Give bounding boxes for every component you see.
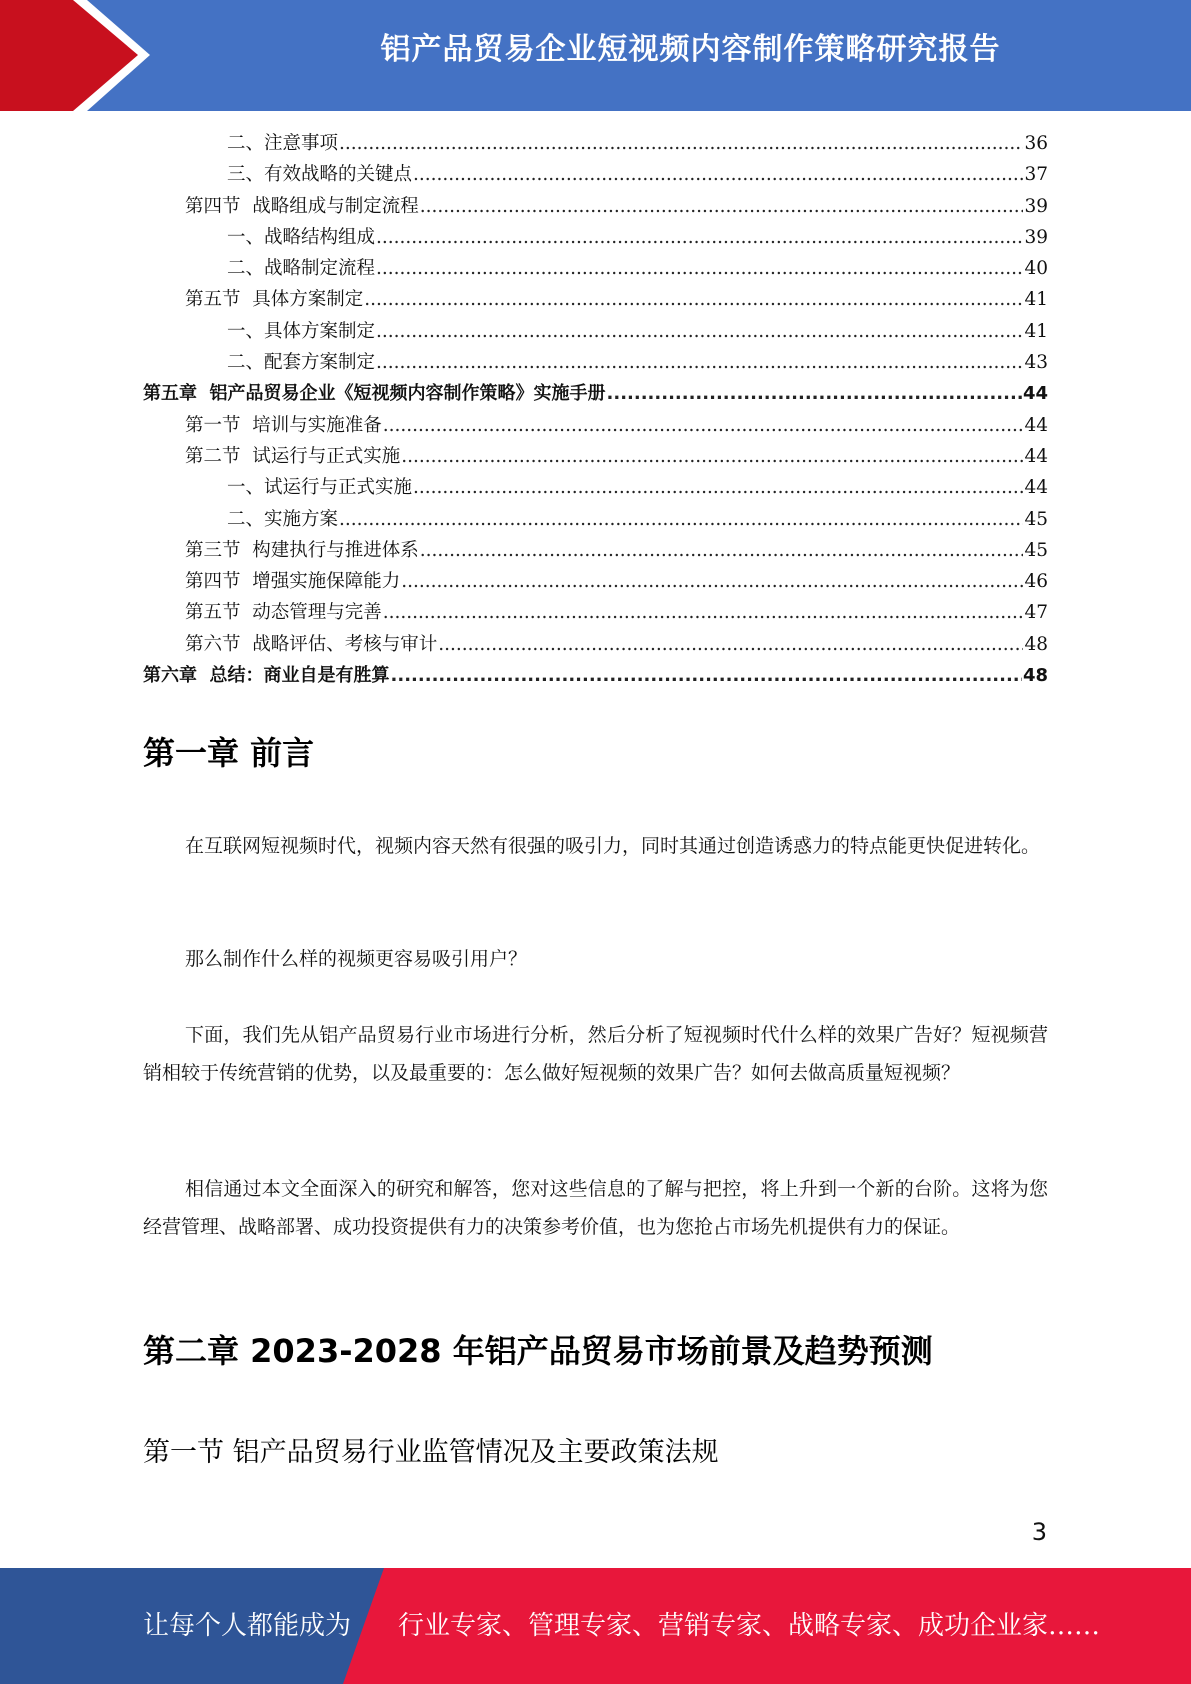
toc-entry-page: 44 bbox=[1022, 383, 1048, 405]
toc-entry-page: 48 bbox=[1022, 665, 1048, 687]
toc-dot-leader bbox=[420, 191, 1024, 222]
toc-entry-page: 39 bbox=[1024, 226, 1048, 248]
chapter-2-heading: 第二章 2023-2028 年铝产品贸易市场前景及趋势预测 bbox=[143, 1332, 933, 1370]
header-chevron-icon bbox=[0, 0, 138, 111]
toc-entry-page: 46 bbox=[1024, 571, 1048, 593]
toc-entry-title: 三、有效战略的关键点 bbox=[227, 164, 413, 186]
toc-dot-leader bbox=[391, 660, 1022, 691]
toc-entry[interactable] bbox=[143, 347, 1048, 378]
toc-entry-page: 47 bbox=[1024, 602, 1048, 624]
toc-dot-leader bbox=[401, 441, 1023, 472]
toc-entry[interactable] bbox=[143, 191, 1048, 222]
toc-entry-title: 一、具体方案制定 bbox=[227, 320, 376, 342]
table-of-contents bbox=[143, 128, 1048, 691]
toc-dot-leader bbox=[607, 378, 1022, 409]
page-header bbox=[0, 0, 1191, 111]
chapter-1-paragraph-4: 相信通过本文全面深入的研究和解答，您对这些信息的了解与把控，将上升到一个新的台阶。这将为您经营管理、战略部署、成功投资提供有力的决策参考价值，也为您抢占市场先机提供有力的保证。 bbox=[143, 1178, 1048, 1238]
toc-entry-title: 第四节 战略组成与制定流程 bbox=[185, 195, 419, 217]
toc-entry-page: 36 bbox=[1024, 133, 1048, 154]
toc-entry[interactable] bbox=[143, 504, 1048, 535]
toc-entry[interactable] bbox=[143, 472, 1048, 503]
toc-entry[interactable] bbox=[143, 128, 1048, 159]
toc-entry-title: 第五节 动态管理与完善 bbox=[185, 602, 382, 624]
toc-entry-title: 第六节 战略评估、考核与审计 bbox=[185, 633, 438, 655]
toc-dot-leader bbox=[339, 128, 1023, 159]
toc-entry-page: 48 bbox=[1024, 633, 1048, 655]
toc-entry-title: 第三节 构建执行与推进体系 bbox=[185, 539, 419, 561]
toc-dot-leader bbox=[413, 472, 1023, 503]
toc-entry-title: 二、配套方案制定 bbox=[227, 352, 376, 374]
toc-dot-leader bbox=[413, 159, 1023, 190]
toc-dot-leader bbox=[376, 347, 1023, 378]
toc-dot-leader bbox=[339, 504, 1023, 535]
toc-entry-title: 第五章 铝产品贸易企业《短视频内容制作策略》实施手册 bbox=[143, 383, 606, 405]
toc-entry-title: 一、战略结构组成 bbox=[227, 226, 376, 248]
toc-entry-title: 一、试运行与正式实施 bbox=[227, 477, 413, 499]
toc-entry-page: 45 bbox=[1024, 539, 1048, 561]
toc-entry-page: 45 bbox=[1024, 508, 1048, 530]
toc-entry[interactable] bbox=[143, 566, 1048, 597]
toc-entry-title: 二、战略制定流程 bbox=[227, 258, 376, 280]
footer-slogan-left: 让每个人都能成为 bbox=[143, 1611, 352, 1641]
toc-entry[interactable] bbox=[143, 284, 1048, 315]
footer-slogan-right: 行业专家、管理专家、营销专家、战略专家、成功企业家…… bbox=[398, 1611, 1101, 1641]
toc-entry-page: 44 bbox=[1024, 477, 1048, 499]
toc-dot-leader bbox=[420, 535, 1024, 566]
toc-entry[interactable] bbox=[143, 597, 1048, 628]
toc-dot-leader bbox=[376, 316, 1023, 347]
toc-entry[interactable] bbox=[143, 159, 1048, 190]
toc-entry-title: 第四节 增强实施保障能力 bbox=[185, 571, 401, 593]
toc-entry-page: 44 bbox=[1024, 414, 1048, 436]
toc-entry[interactable] bbox=[143, 222, 1048, 253]
toc-entry-title: 二、实施方案 bbox=[227, 508, 339, 530]
chapter-1-paragraph-2: 那么制作什么样的视频更容易吸引用户？ bbox=[185, 948, 528, 970]
toc-entry[interactable] bbox=[143, 378, 1048, 409]
chapter-1-paragraph-1: 在互联网短视频时代，视频内容天然有很强的吸引力，同时其通过创造诱惑力的特点能更快促进转化。 bbox=[185, 835, 1041, 857]
toc-entry-page: 44 bbox=[1024, 445, 1048, 467]
toc-entry[interactable] bbox=[143, 410, 1048, 441]
toc-dot-leader bbox=[383, 410, 1024, 441]
toc-entry-title: 二、注意事项 bbox=[227, 133, 339, 154]
toc-entry[interactable] bbox=[143, 629, 1048, 660]
toc-entry-page: 41 bbox=[1024, 320, 1048, 342]
report-title: 铝产品贸易企业短视频内容制作策略研究报告 bbox=[380, 32, 1001, 67]
toc-entry-page: 37 bbox=[1024, 164, 1048, 186]
section-1-heading: 第一节 铝产品贸易行业监管情况及主要政策法规 bbox=[143, 1437, 719, 1468]
toc-entry[interactable] bbox=[143, 535, 1048, 566]
toc-dot-leader bbox=[364, 284, 1023, 315]
toc-entry-page: 39 bbox=[1024, 195, 1048, 217]
toc-entry-title: 第六章 总结：商业自是有胜算 bbox=[143, 665, 390, 687]
toc-dot-leader bbox=[438, 629, 1023, 660]
toc-entry-page: 41 bbox=[1024, 289, 1048, 311]
toc-entry[interactable] bbox=[143, 316, 1048, 347]
chapter-1-heading: 第一章 前言 bbox=[143, 734, 315, 772]
chapter-1-paragraph-3: 下面，我们先从铝产品贸易行业市场进行分析，然后分析了短视频时代什么样的效果广告好？短视频营销相较于传统营销的优势，以及最重要的：怎么做好短视频的效果广告？如何去做高质量短视频？ bbox=[143, 1024, 1048, 1084]
toc-entry[interactable] bbox=[143, 660, 1048, 691]
toc-dot-leader bbox=[401, 566, 1023, 597]
toc-entry-page: 40 bbox=[1024, 258, 1048, 280]
toc-entry[interactable] bbox=[143, 441, 1048, 472]
page-number: 3 bbox=[1031, 1518, 1047, 1546]
page-footer bbox=[0, 1568, 1191, 1684]
toc-dot-leader bbox=[376, 253, 1023, 284]
toc-entry-title: 第一节 培训与实施准备 bbox=[185, 414, 382, 436]
toc-entry-title: 第二节 试运行与正式实施 bbox=[185, 445, 401, 467]
toc-dot-leader bbox=[376, 222, 1023, 253]
toc-entry[interactable] bbox=[143, 253, 1048, 284]
toc-entry-page: 43 bbox=[1024, 352, 1048, 374]
toc-entry-title: 第五节 具体方案制定 bbox=[185, 289, 364, 311]
toc-dot-leader bbox=[383, 597, 1024, 628]
